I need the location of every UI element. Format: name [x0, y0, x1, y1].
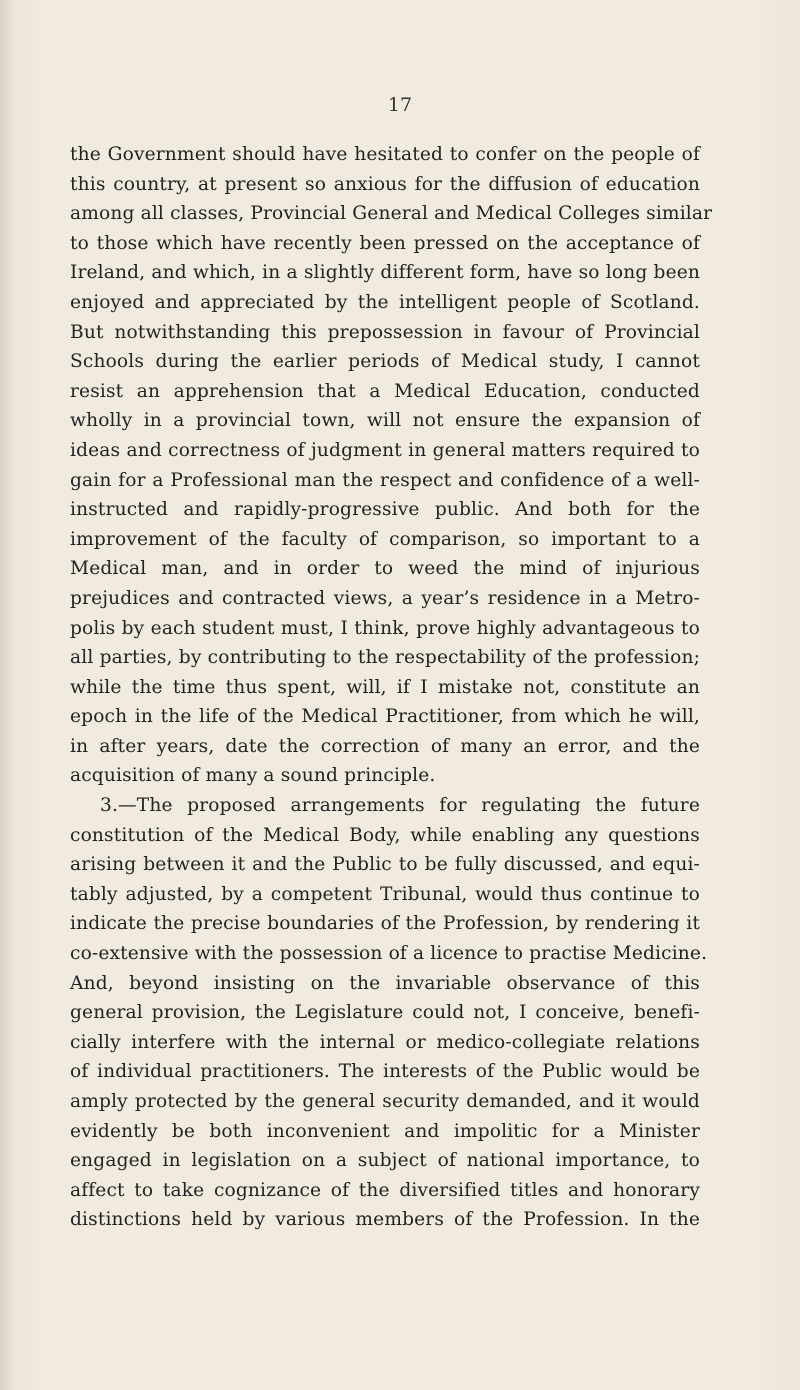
text-line: Ireland, and which, in a slightly different form, have so long been [70, 262, 700, 284]
text-line: co-extensive with the possession of a licence to practise Medicine. [70, 943, 708, 965]
text-line: polis by each student must, I think, prove highly advantageous to [70, 617, 700, 639]
body-text [70, 140, 713, 1235]
text-line: gain for a Professional man the respect and confidence of a well- [70, 469, 700, 491]
text-line: in after years, date the correction of many an error, and the [70, 735, 700, 757]
page-number: 17 [387, 94, 413, 116]
text-line: while the time thus spent, will, if I mistake not, constitute an [70, 676, 700, 698]
text-line: enjoyed and appreciated by the intelligent people of Scotland. [70, 291, 700, 313]
paragraph-start-line: 3.—The proposed arrangements for regulating the future [100, 795, 700, 817]
text-line: cially interfere with the internal or medico-collegiate relations [70, 1031, 700, 1053]
text-line: epoch in the life of the Medical Practitioner, from which he will, [70, 706, 700, 728]
text-line: all parties, by contributing to the respectability of the profession; [70, 647, 700, 669]
text-line: acquisition of many a sound principle. [70, 765, 436, 787]
text-line: to those which have recently been pressed on the acceptance of [70, 232, 700, 254]
text-line: the Government should have hesitated to confer on the people of [70, 144, 700, 165]
text-line: amply protected by the general security demanded, and it would [70, 1091, 700, 1112]
text-line: tably adjusted, by a competent Tribunal, would thus continue to [70, 883, 700, 905]
text-line: prejudices and contracted views, a year’s residence in a Metro- [70, 587, 700, 609]
text-line: wholly in a provincial town, will not ensure the expansion of [70, 410, 700, 432]
text-line: among all classes, Provincial General and Medical Colleges similar [70, 203, 713, 225]
text-line: Schools during the earlier periods of Medical study, I cannot [70, 351, 700, 373]
text-line: improvement of the faculty of comparison, so important to a [70, 528, 700, 550]
text-line: of individual practitioners. The interests of the Public would be [70, 1061, 700, 1083]
text-line: indicate the precise boundaries of the Profession, by rendering it [70, 913, 700, 935]
text-line: affect to take cognizance of the diversified titles and honorary [70, 1179, 700, 1201]
text-line: engaged in legislation on a subject of national importance, to [70, 1150, 700, 1172]
text-line: But notwithstanding this prepossession in favour of Provincial [70, 321, 700, 343]
text-line: resist an apprehension that a Medical Education, conducted [70, 380, 700, 402]
text-line: ideas and correctness of judgment in general matters required to [70, 439, 700, 461]
text-line: evidently be both inconvenient and impolitic for a Minister [70, 1120, 700, 1142]
text-line: Medical man, and in order to weed the mind of injurious [70, 558, 700, 580]
text-line: distinctions held by various members of the Profession. In the [70, 1209, 700, 1231]
text-line: general provision, the Legislature could not, I conceive, benefi- [70, 1002, 700, 1024]
text-line: this country, at present so anxious for the diffusion of education [70, 173, 700, 195]
text-line: arising between it and the Public to be fully discussed, and equi- [70, 854, 700, 876]
text-line: constitution of the Medical Body, while enabling any questions [70, 824, 700, 846]
text-line: instructed and rapidly-progressive public. And both for the [70, 499, 700, 521]
text-line: And, beyond insisting on the invariable observance of this [70, 972, 700, 994]
